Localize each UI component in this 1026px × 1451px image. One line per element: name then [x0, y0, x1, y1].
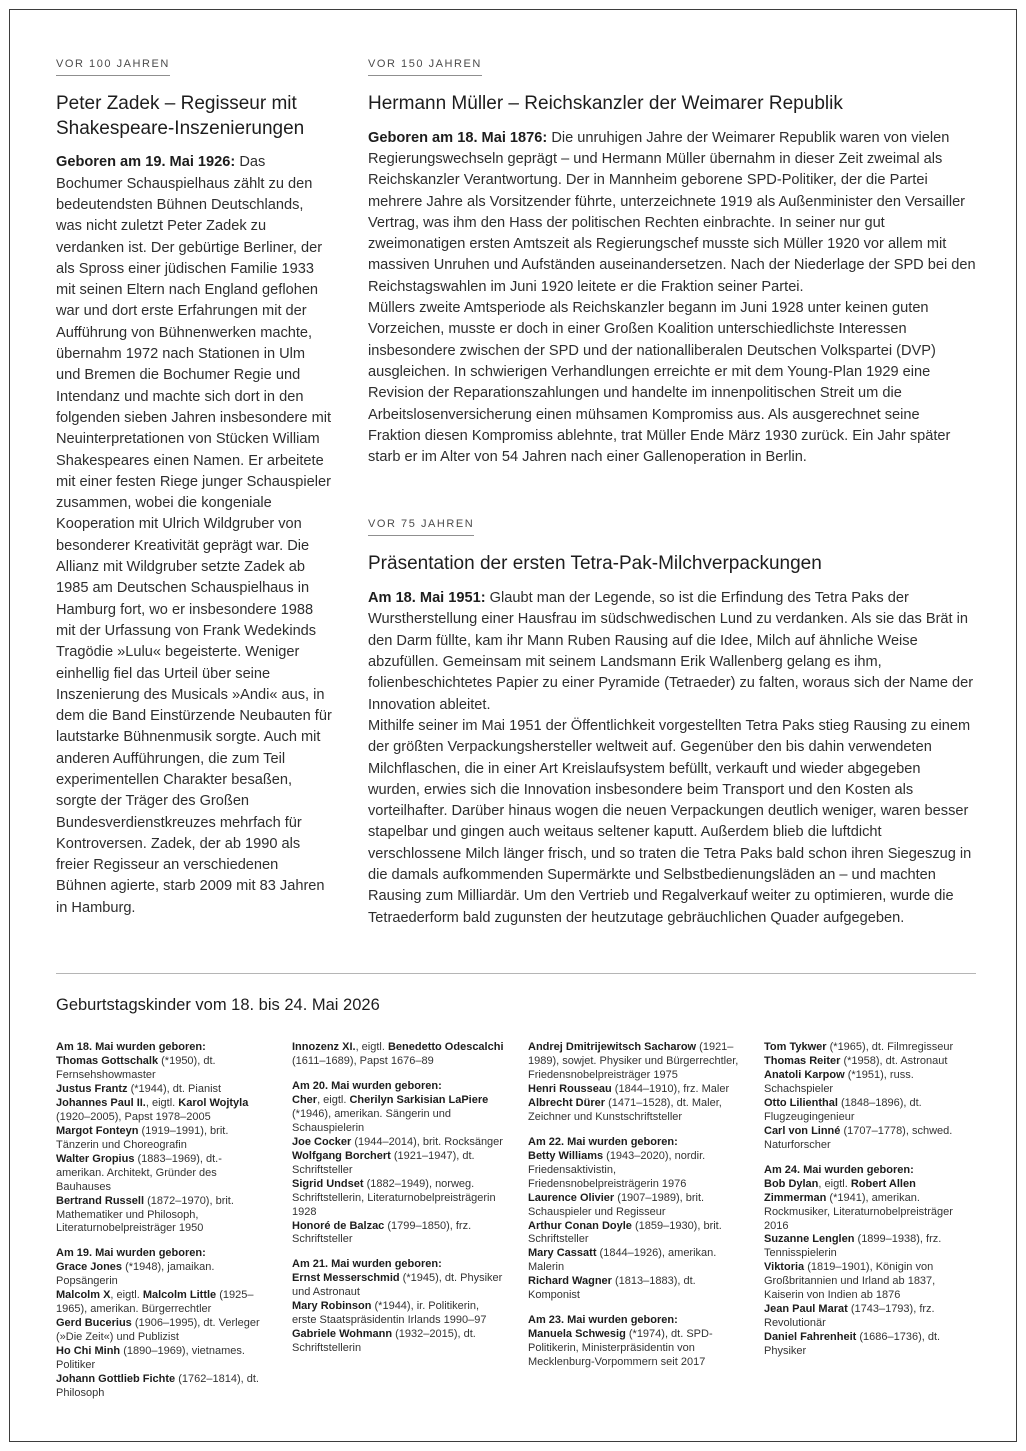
- birthday-entry: Anatoli Karpow (*1951), russ. Schachspieler: [764, 1068, 914, 1095]
- birthday-entry: Laurence Olivier (1907–1989), brit. Schauspieler und Regisseur: [528, 1191, 705, 1218]
- birthday-entry: Albrecht Dürer (1471–1528), dt. Maler, Zeichner und Kunstschriftsteller: [528, 1096, 722, 1123]
- section-divider: [56, 973, 976, 974]
- birthday-entry: Manuela Schwesig (*1974), dt. SPD-Politikerin, Ministerpräsidentin von Mecklenburg-Vorpommern seit 2017: [528, 1328, 713, 1369]
- article-paragraph: Mithilfe seiner im Mai 1951 der Öffentlichkeit vorgestellten Tetra Paks stieg Rausing zu einem der größten Verpackungshersteller weltweit auf. Gegenüber den bis dahin verwendeten Milchflaschen, die in einer Art Kreislaufsystem befüllt, verkauft und wieder abgegeben wurden, erwies sich die Innovation insbesondere beim Transport und den Kosten als vorteilhafter. Darüber hinaus wogen die neuen Verpackungen deutlich weniger, waren besser stapelbar und gingen auch weitaus seltener kaputt. Außerdem blieb die luftdicht verschlossene Milch länger frisch, und so traten die Tetra Paks bald schon ihren Siegeszug in die damals aufkommenden Supermärkte und Selbstbedienungsläden an – und machten Rausing zum Milliardär. Um den Vertrieb und Regalverkauf weiter zu optimieren, wurde die Tetraederform bald zugunsten der heutzutage gebräuchlichen Quader aufgegeben.: [368, 717, 972, 926]
- birthday-entry: Margot Fonteyn (1919–1991), brit. Tänzerin und Choreografin: [56, 1124, 229, 1151]
- birthday-entry: Wolfgang Borchert (1921–1947), dt. Schriftsteller: [292, 1149, 475, 1176]
- birthday-entry: Suzanne Lenglen (1899–1938), frz. Tennisspielerin: [764, 1233, 942, 1260]
- birthday-entry: Mary Robinson (*1944), ir. Politikerin, erste Staatspräsidentin Irlands 1990–97: [292, 1300, 487, 1327]
- birthday-entry: Otto Lilienthal (1848–1896), dt. Flugzeugingenieur: [764, 1096, 922, 1123]
- birthday-entry: Thomas Reiter (*1958), dt. Astronaut: [764, 1054, 948, 1067]
- birthday-group-header: Am 20. Mai wurden geboren:: [292, 1079, 442, 1092]
- article-title-hermann-mueller: Hermann Müller – Reichskanzler der Weimarer Republik: [368, 93, 843, 114]
- birthday-entry: Justus Frantz (*1944), dt. Pianist: [56, 1082, 222, 1095]
- birthday-entry: Malcolm X, eigtl. Malcolm Little (1925–1965), amerikan. Bürgerrechtler: [56, 1289, 254, 1316]
- birthday-group-header: Am 24. Mai wurden geboren:: [764, 1163, 914, 1176]
- birthday-entry: Bob Dylan, eigtl. Robert Allen Zimmerman (*1941), amerikan. Rockmusiker, Literaturnobelpreisträger 2016: [764, 1177, 953, 1232]
- article-paragraph: Am 18. Mai 1951: Glaubt man der Legende, so ist die Erfindung des Tetra Paks der Wurstherstellung einer Hausfrau im südschwedischen Lund zu verdanken. Als sie das Brät in den Darm füllte, kam ihr Mann Ruben Rausing auf die Idee, Milch auf ähnliche Weise abzufüllen. Gemeinsam mit seinem Landsmann Erik Wallenberg gelang es ihm, folienbeschichtetes Papier zu einer Pyramide (Tetraeder) zu falten, woraus sich der Name der Innovation ableitet.: [368, 590, 974, 713]
- birthdays-section: [56, 996, 976, 1401]
- birthday-entry: Ernst Messerschmid (*1945), dt. Physiker und Astronaut: [292, 1272, 503, 1299]
- right-column: [368, 54, 976, 929]
- birthday-entry: Betty Williams (1943–2020), nordir. Friedensaktivistin, Friedensnobelpreisträgerin 1976: [528, 1149, 706, 1190]
- article-kicker-100-jahre: VOR 100 JAHREN: [56, 58, 170, 76]
- article-hermann-mueller: [368, 54, 976, 468]
- birthday-entry: Sigrid Undset (1882–1949), norweg. Schriftstellerin, Literaturnobelpreisträgerin 1928: [292, 1177, 496, 1218]
- article-paragraph: Müllers zweite Amtsperiode als Reichskanzler begann im Juni 1928 unter keinen guten Vorzeichen, musste er doch in einer Großen Koalition unterschiedlichste Interessen insbesondere zwischen der SPD und der nationalliberalen Deutschen Volkspartei (DVP) ausgleichen. In schwierigen Verhandlungen erreichte er mit dem Young-Plan 1929 eine Revision der Reparationszahlungen und handelte im innenpolitischen Streit um die Arbeitslosenversicherung einen mühsamen Kompromiss aus. Als ausgerechnet seine Fraktion diesen Kompromiss ablehnte, trat Müller Ende März 1930 zurück. Ein Jahr später starb er im Alter von 54 Jahren nach einer Gallenoperation in Berlin.: [368, 300, 951, 466]
- article-paragraph: Geboren am 19. Mai 1926: Das Bochumer Schauspielhaus zählt zu den bedeutendsten Bühnen Deutschlands, was nicht zuletzt Peter Zadek zu verdanken ist. Der gebürtige Berliner, der als Spross einer jüdischen Familie 1933 mit seinen Eltern nach England geflohen war und dort erste Erfahrungen mit der Aufführung von Bühnenwerken machte, übernahm 1972 nach Stationen in Ulm und Bremen die Bochumer Regie und Intendanz und machte sich dort in den folgenden sieben Jahren insbesondere mit Neuinterpretationen von Stücken William Shakespeares einen Namen. Er arbeitete mit einer festen Riege junger Schauspieler zusammen, wobei die kongeniale Kooperation mit Ulrich Wildgruber von besonderer Kreativität geprägt war. Die Allianz mit Wildgruber setzte Zadek ab 1985 am Deutschen Schauspielhaus in Hamburg fort, wo er insbesondere 1988 mit der Urfassung von Frank Wedekinds Tragödie »Lulu« begeisterte. Weniger einhellig fiel das Urteil über seine Inszenierung des Musicals »Andi« aus, in dem die Band Einstürzende Neubauten für lautstarke Bühnenmusik sorgte. Auch mit anderen Aufführungen, die zum Teil experimentellen Charakter besaßen, sorgte der Träger des Großen Bundesverdienstkreuzes mehrfach für Kontroversen. Zadek, der ab 1990 als freier Regisseur an verschiedenen Bühnen agierte, starb 2009 mit 83 Jahren in Hamburg.: [56, 154, 332, 916]
- birthday-entry: Walter Gropius (1883–1969), dt.-amerikan. Architekt, Gründer des Bauhauses: [56, 1152, 222, 1193]
- article-kicker-75-jahre: VOR 75 JAHREN: [368, 518, 474, 536]
- article-body-tetra-pak: [368, 588, 976, 929]
- article-tetra-pak: [368, 514, 976, 928]
- birthday-group-header: Am 19. Mai wurden geboren:: [56, 1247, 206, 1260]
- birthday-entry: Richard Wagner (1813–1883), dt. Komponist: [528, 1275, 696, 1302]
- birthday-entry: Daniel Fahrenheit (1686–1736), dt. Physiker: [764, 1331, 941, 1358]
- birthday-columns: [56, 1041, 976, 1401]
- birthday-entry: Jean Paul Marat (1743–1793), frz. Revolutionär: [764, 1303, 935, 1330]
- birthday-column-1: [56, 1041, 268, 1401]
- articles-grid: [56, 54, 976, 929]
- birthday-column-4: [764, 1041, 976, 1359]
- birthday-entry: Johannes Paul II., eigtl. Karol Wojtyla (1920–2005), Papst 1978–2005: [56, 1096, 249, 1123]
- birthday-group-header: Am 21. Mai wurden geboren:: [292, 1258, 442, 1271]
- article-body-hermann-mueller: [368, 128, 976, 469]
- birthday-entry: Cher, eigtl. Cherilyn Sarkisian LaPiere (*1946), amerikan. Sängerin und Schauspielerin: [292, 1093, 489, 1134]
- birthday-group-header: Am 22. Mai wurden geboren:: [528, 1135, 678, 1148]
- birthday-entry: Grace Jones (*1948), jamaikan. Popsängerin: [56, 1261, 215, 1288]
- birthday-entry: Henri Rousseau (1844–1910), frz. Maler: [528, 1082, 730, 1095]
- birthday-entry: Arthur Conan Doyle (1859–1930), brit. Schriftsteller: [528, 1219, 722, 1246]
- article-title-tetra-pak: Präsentation der ersten Tetra-Pak-Milchverpackungen: [368, 553, 822, 575]
- birthday-entry: Viktoria (1819–1901), Königin von Großbritannien und Irland ab 1837, Kaiserin von Indien ab 1876: [764, 1261, 936, 1302]
- birthday-column-3: [528, 1041, 740, 1370]
- birthday-entry: Gabriele Wohmann (1932–2015), dt. Schriftstellerin: [292, 1328, 476, 1355]
- article-title-peter-zadek: Peter Zadek – Regisseur mit Shakespeare-Inszenierungen: [56, 93, 305, 139]
- birthday-group-header: Am 18. Mai wurden geboren:: [56, 1040, 206, 1053]
- article-peter-zadek: [56, 54, 332, 919]
- birthdays-heading: Geburtstagskinder vom 18. bis 24. Mai 2026: [56, 995, 380, 1014]
- birthday-column-2: [292, 1041, 504, 1356]
- birthday-entry: Innozenz XI., eigtl. Benedetto Odescalchi (1611–1689), Papst 1676–89: [292, 1040, 504, 1067]
- article-paragraph: Geboren am 18. Mai 1876: Die unruhigen Jahre der Weimarer Republik waren von vielen Regierungswechseln geprägt – und Hermann Müller übernahm in dieser Zeit zweimal als Reichskanzler Verantwortung. Der in Mannheim geborene SPD-Politiker, der die Partei mehrere Jahre als Vorsitzender führte, unterzeichnete 1919 als Außenminister den Versailler Vertrag, was ihm den Hass der politischen Rechten einbrachte. In seiner nur gut zweimonatigen ersten Amtszeit als Regierungschef musste sich Müller 1920 vor allem mit massiven Unruhen und Aufständen auseinandersetzen. Nach der Niederlage der SPD bei den Reichstagswahlen im Juni 1920 leitete er die Fraktion seiner Partei.: [368, 129, 976, 295]
- birthday-entry: Andrej Dmitrijewitsch Sacharow (1921–1989), sowjet. Physiker und Bürgerrechtler, Friedensnobelpreisträger 1975: [528, 1040, 739, 1081]
- birthday-entry: Johann Gottlieb Fichte (1762–1814), dt. Philosoph: [56, 1373, 259, 1400]
- birthday-entry: Mary Cassatt (1844–1926), amerikan. Malerin: [528, 1247, 717, 1274]
- birthday-entry: Joe Cocker (1944–2014), brit. Rocksänger: [292, 1135, 503, 1148]
- birthday-entry: Bertrand Russell (1872–1970), brit. Mathematiker und Philosoph, Literaturnobelpreisträger 1950: [56, 1194, 234, 1235]
- birthday-entry: Tom Tykwer (*1965), dt. Filmregisseur: [764, 1040, 954, 1053]
- birthday-entry: Carl von Linné (1707–1778), schwed. Naturforscher: [764, 1124, 953, 1151]
- birthday-entry: Honoré de Balzac (1799–1850), frz. Schriftsteller: [292, 1219, 472, 1246]
- birthday-entry: Gerd Bucerius (1906–1995), dt. Verleger (»Die Zeit«) und Publizist: [56, 1317, 260, 1344]
- birthday-entry: Thomas Gottschalk (*1950), dt. Fernsehshowmaster: [56, 1054, 216, 1081]
- birthday-group-header: Am 23. Mai wurden geboren:: [528, 1314, 678, 1327]
- article-body-peter-zadek: [56, 152, 332, 919]
- birthday-entry: Ho Chi Minh (1890–1969), vietnames. Politiker: [56, 1345, 245, 1372]
- article-kicker-150-jahre: VOR 150 JAHREN: [368, 58, 482, 76]
